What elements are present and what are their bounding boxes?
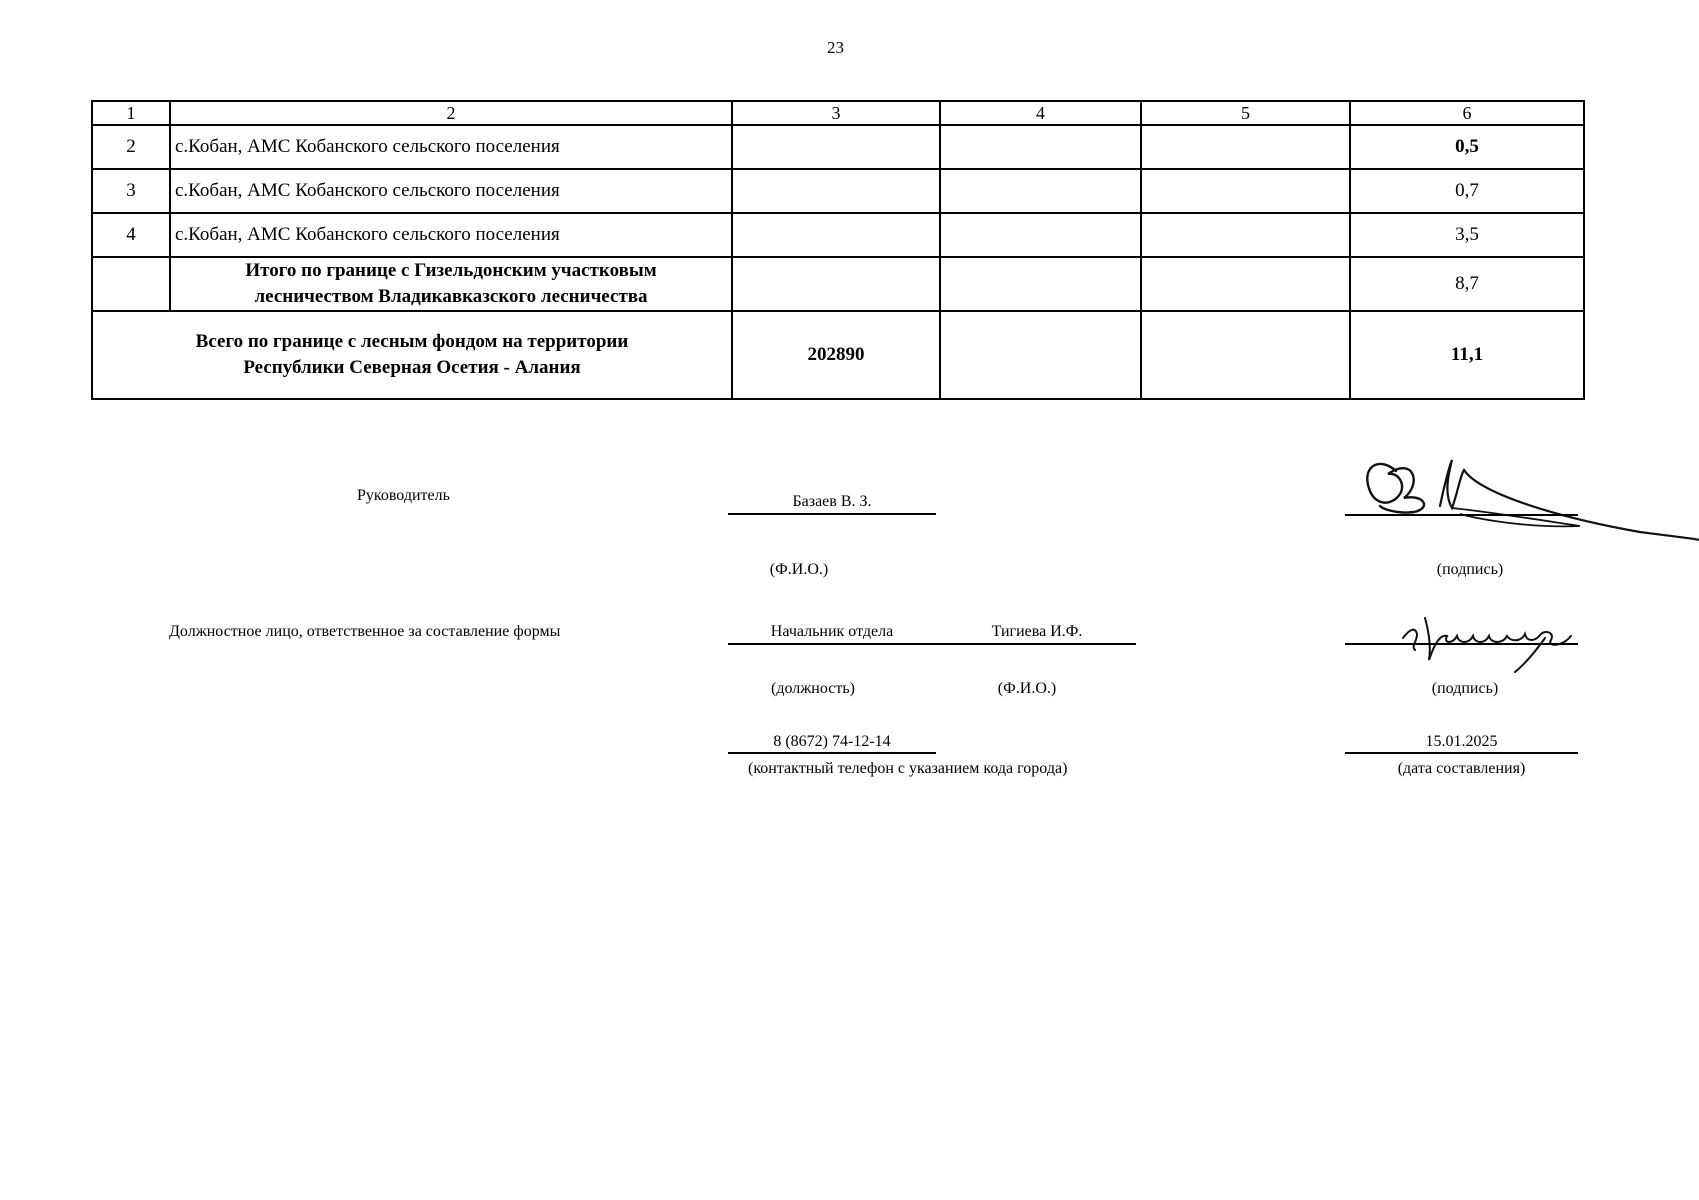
responsible-position: Начальник отдела [770, 623, 894, 640]
fio-caption-2: (Ф.И.О.) [997, 680, 1057, 697]
total-value: 11,1 [1350, 311, 1584, 399]
column-number: 6 [1350, 101, 1584, 125]
row-name: с.Кобан, АМС Кобанского сельского поселения [170, 169, 732, 213]
cell-col6: 0,5 [1350, 125, 1584, 169]
column-number: 4 [940, 101, 1141, 125]
head-name-underline [728, 513, 936, 515]
position-caption: (должность) [771, 680, 855, 697]
subtotal-label-line: лесничеством Владикавказского лесничества [254, 286, 648, 307]
head-name: Базаев В. З. [792, 493, 872, 510]
total-label-line: Всего по границе с лесным фондом на территории [195, 331, 629, 352]
subtotal-label-line: Итого по границе с Гизельдонским участковым [245, 260, 657, 281]
row-number: 3 [92, 169, 170, 213]
head-signature-line [1345, 514, 1578, 516]
column-number: 3 [732, 101, 940, 125]
head-title: Руководитель [357, 487, 450, 504]
responsible-underline [728, 643, 1136, 645]
responsible-name: Тигиева И.Ф. [991, 623, 1083, 640]
row-number: 2 [92, 125, 170, 169]
subtotal-value: 8,7 [1350, 257, 1584, 311]
row-number: 4 [92, 213, 170, 257]
column-number: 2 [170, 101, 732, 125]
total-col3-value: 202890 [732, 311, 940, 399]
row-name: с.Кобан, АМС Кобанского сельского поселения [170, 125, 732, 169]
fio-caption: (Ф.И.О.) [769, 561, 829, 578]
responsible-label: Должностное лицо, ответственное за составление формы [169, 623, 561, 640]
phone-underline [728, 752, 936, 754]
date-underline [1345, 752, 1578, 754]
total-label-line: Республики Северная Осетия - Алания [243, 357, 581, 378]
phone-caption: (контактный телефон с указанием кода города) [748, 760, 1068, 777]
date-value: 15.01.2025 [1425, 733, 1498, 750]
column-number: 5 [1141, 101, 1350, 125]
page-number: 23 [827, 38, 844, 57]
cell-col6: 3,5 [1350, 213, 1584, 257]
date-caption: (дата составления) [1397, 760, 1526, 777]
column-number: 1 [92, 101, 170, 125]
signature-caption-2: (подпись) [1431, 680, 1499, 697]
phone-number: 8 (8672) 74-12-14 [773, 733, 891, 750]
signature-caption: (подпись) [1436, 561, 1504, 578]
responsible-signature-line [1345, 643, 1578, 645]
row-name: с.Кобан, АМС Кобанского сельского поселения [170, 213, 732, 257]
cell-col6: 0,7 [1350, 169, 1584, 213]
head-signature [1340, 436, 1699, 546]
